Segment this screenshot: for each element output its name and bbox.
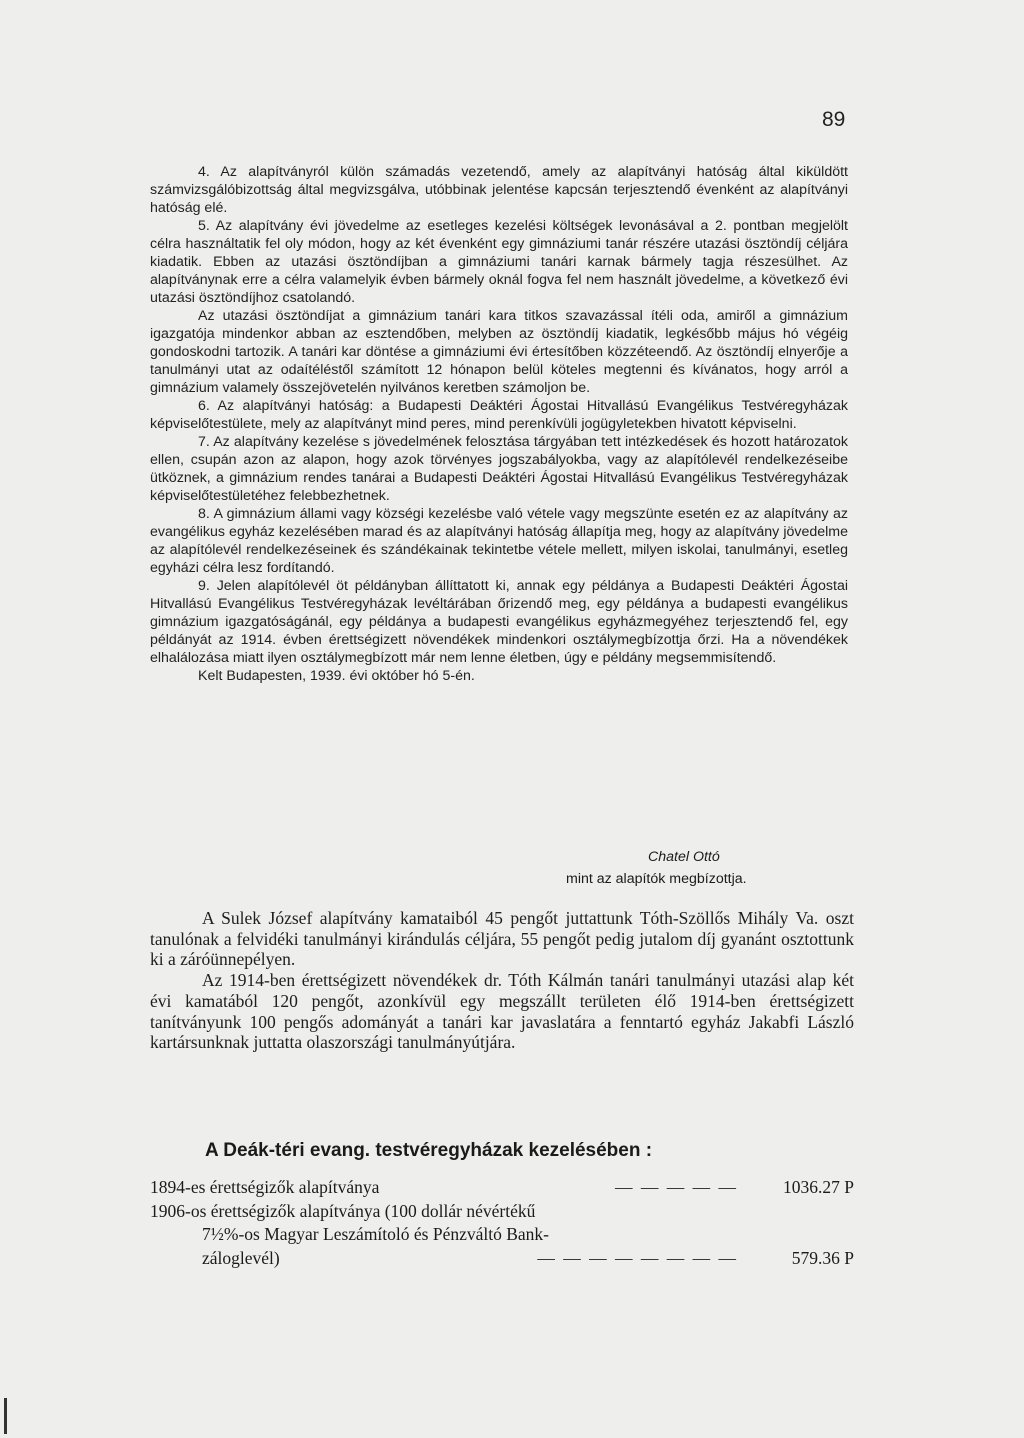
bylaws-text (150, 163, 848, 685)
signature-role: mint az alapítók megbízottja. (566, 871, 747, 887)
signature-block (566, 846, 846, 890)
bylaw-paragraph-8: 8. A gimnázium állami vagy községi kezelésbe való vétele vagy megszünte esetén ez az alapítvány az evangélikus egyház kezelésében marad és az alapítványi hatóság állapítja meg, hogy az alapítvány jövedelme az alapítólevél rendelkezéseinek és szándékainak tekintetbe vétele mellett, milyen iskolai, tanulmányi, esetleg egyházi célra lesz fordítandó. (150, 506, 848, 576)
bylaw-paragraph-9: 9. Jelen alapítólevél öt példányban állíttatott ki, annak egy példánya a Budapesti Deáktéri Ágostai Hitvallású Evangélikus Testvéregyházak levéltárában őrizendő meg, egy példánya a budapesti evangélikus gimnázium igazgatóságánál, egy példánya a budapesti evangélikus egyházmegyéhez terjesztendő fel, egy példányát az 1914. évben érettségizett növendékek mindenkori osztálymegbízottja őrzi. Ha a növendékek elhalálozása miatt ilyen osztálymegbízott már nem lenne életben, úgy e példány megsemmisítendő. (150, 578, 848, 666)
bylaw-paragraph-5: 5. Az alapítvány évi jövedelme az esetleges kezelési költségek levonásával a 2. pontban megjelölt célra használtatik fel oly módon, hogy az két évenként egy gimnáziumi tanár részére utazási ösztöndíj céljára kiadatik. Ebben az utazási ösztöndíjban a gimnáziumi tanári karnak bármely tagja részesülhet. Az alapítványnak erre a célra valamelyik évben bármely oknál fogva fel nem használt jövedelme, a következő évi utazási ösztöndíjhoz csatolandó. (150, 218, 848, 306)
bylaw-paragraph-4: 4. Az alapítványról külön számadás vezetendő, amely az alapítványi hatóság által kiküldött számvizsgálóbizottság által megvizsgálva, utóbbinak jelentése kapcsán terjesztendő évenként az alapítványi hatóság elé. (150, 164, 848, 216)
fund-label: 1894-es érettségizők alapítványa (150, 1177, 380, 1197)
fund-row-1906-line1: 1906-os érettségizők alapítványa (100 dollár névértékű (150, 1200, 536, 1221)
bylaw-paragraph-scholarship: Az utazási ösztöndíjat a gimnázium tanári kara titkos szavazással ítéli oda, amiről a gimnázium igazgatója mindenkor abban az esztendőben, melyben az ösztöndíj kiadatik, legkésőbb május hó végéig gondoskodni tartozik. A tanári kar döntése a gimnáziumi évi értesítőben közzéteendő. Az ösztöndíj elnyerője a tanulmányi utat az odaítéléstől számított 12 hónapon belül köteles megtenni és kívánatos, hogy arról a gimnázium valamely összejövetelén nyilvános keretben számoljon be. (150, 308, 848, 396)
fund-label: záloglevél) (202, 1247, 280, 1268)
report-paragraph-sulek: A Sulek József alapítvány kamataiból 45 pengőt juttattunk Tóth-Szöllős Mihály Va. oszt tanulónak a felvidéki tanulmányi kirándulás céljára, 55 pengőt pedig jutalom díj gyanánt osztottunk ki a záróünnepélyen. (150, 908, 854, 970)
fund-list (150, 1176, 854, 1270)
scan-edge-mark (4, 1398, 7, 1434)
page-number: 89 (822, 108, 846, 131)
fund-dashes: — — — — — — — — (537, 1247, 738, 1268)
bylaw-paragraph-7: 7. Az alapítvány kezelése s jövedelmének felosztása tárgyában tett intézkedések és hozott határozatok ellen, csupán azon az alapon, hogy azok törvényes jogszabályokba, vagy az alapítólevél rendelkezéseibe ütköznek, a gimnázium rendes tanárai a Budapesti Deáktéri Ágostai Hitvallású Evangélikus Testvéregyházak képviselőtestületéhez felebbezhetnek. (150, 434, 848, 504)
reports-text (150, 908, 854, 1053)
section-heading: A Deák-téri evang. testvéregyházak kezelésében : (205, 1140, 653, 1161)
dated-line: Kelt Budapesten, 1939. évi október hó 5-én. (198, 668, 475, 684)
fund-row-1894 (150, 1176, 854, 1200)
fund-amount: 1036.27 P (783, 1177, 854, 1197)
fund-row-1906-line2: 7½%-os Magyar Leszámítoló és Pénzváltó Bank- (202, 1224, 549, 1244)
report-paragraph-1914: Az 1914-ben érettségizett növendékek dr. Tóth Kálmán tanári tanulmányi utazási alap két évi kamatából 120 pengőt, azonkívül egy megszállt területen élő 1914-ben érettségizett tanítványunk 100 pengős adományát a tanári kar javaslatára a fenntartó egyház Jakabfi László kartársunknak juttatta olaszországi tanulmányútjára. (150, 970, 854, 1053)
fund-dashes: — — — — — (615, 1177, 738, 1197)
bylaw-paragraph-6: 6. Az alapítványi hatóság: a Budapesti Deáktéri Ágostai Hitvallású Evangélikus Testvéregyházak képviselőtestülete, mely az alapítványt mind peres, mind perenkívüli jogügyletekben hivatott képviselni. (150, 398, 848, 432)
fund-row-1906-line3 (150, 1247, 854, 1271)
signature-name: Chatel Ottó (648, 849, 720, 865)
fund-amount: 579.36 P (791, 1247, 854, 1268)
